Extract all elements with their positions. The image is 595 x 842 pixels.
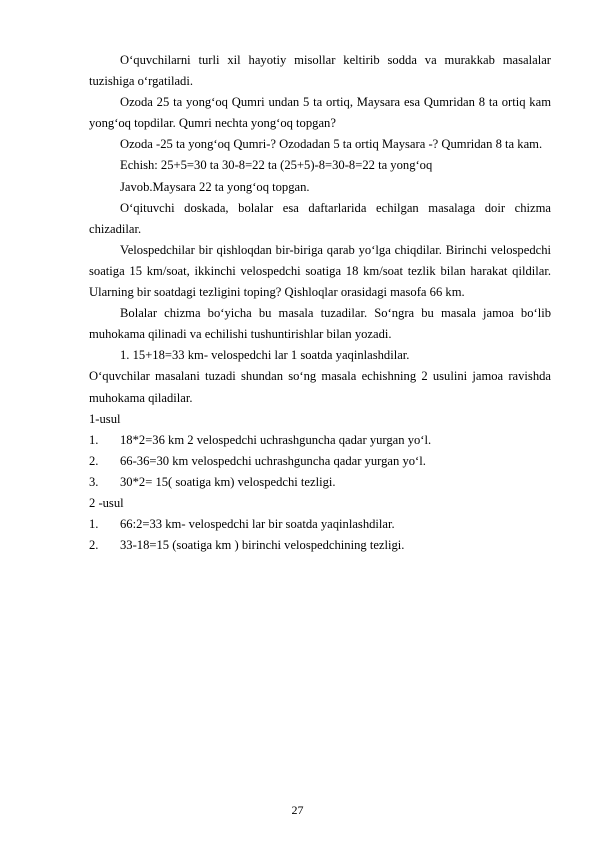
method2-item bbox=[89, 514, 551, 535]
method1-heading: 1-usul bbox=[89, 411, 121, 426]
list-number: 2. bbox=[89, 453, 99, 468]
method1-item bbox=[89, 472, 551, 493]
problem-nuts-solution: Echish: 25+5=30 ta 30-8=22 ta (25+5)-8=30-8=22 ta yong‘oq bbox=[120, 158, 433, 173]
problem-nuts-answer: Javob.Maysara 22 ta yong‘oq topgan. bbox=[120, 179, 310, 194]
problem-nuts-condition: Ozoda -25 ta yong‘oq Qumri-? Ozodadan 5 ta ortiq Maysara -? Qumridan 8 ta kam. bbox=[120, 137, 543, 152]
problem-cyclists-step: 1. 15+18=33 km- velospedchi lar 1 soatda yaqinlashdilar. bbox=[120, 348, 410, 363]
problem-cyclists: Velospedchilar bir qishloqdan bir-biriga qarab yo‘lga chiqdilar. Birinchi velospedchi soatiga 15 km/soat, ikkinchi velospedchi soatiga 18 km/soat tezlik bilan harakat qildilar. Ularning bir soatdagi tezligini toping? Qishloqlar orasidagi masofa 66 km. bbox=[89, 242, 551, 300]
list-number: 1. bbox=[89, 432, 99, 447]
page-number: 27 bbox=[291, 803, 304, 817]
list-text: 18*2=36 km 2 velospedchi uchrashguncha qadar yurgan yo‘l. bbox=[120, 432, 432, 447]
list-text: 30*2= 15( soatiga km) velospedchi tezligi. bbox=[120, 474, 336, 489]
list-number: 3. bbox=[89, 474, 99, 489]
method1-item bbox=[89, 430, 551, 451]
method2-heading: 2 -usul bbox=[89, 495, 124, 510]
list-text: 33-18=15 (soatiga km ) birinchi velospedchining tezligi. bbox=[120, 538, 405, 553]
paragraph-intro: O‘quvchilarni turli xil hayotiy misollar keltirib sodda va murakkab masalalar tuzishiga o‘rgatiladi. bbox=[89, 53, 551, 89]
list-text: 66:2=33 km- velospedchi lar bir soatda yaqinlashdilar. bbox=[120, 517, 395, 532]
method1-item bbox=[89, 451, 551, 472]
paragraph-teacher-drawing: O‘qituvchi doskada, bolalar esa daftarlarida echilgan masalaga doir chizma chizadilar. bbox=[89, 200, 551, 236]
method2-item bbox=[89, 535, 551, 556]
list-text: 66-36=30 km velospedchi uchrashguncha qadar yurgan yo‘l. bbox=[120, 453, 426, 468]
page-content bbox=[89, 50, 551, 556]
list-number: 1. bbox=[89, 517, 99, 532]
paragraph-discussion: Bolalar chizma bo‘yicha bu masala tuzadilar. So‘ngra bu masala jamoa bo‘lib muhokama qilinadi va echilishi tushuntirishlar bilan yozadi. bbox=[89, 306, 551, 342]
list-number: 2. bbox=[89, 538, 99, 553]
problem-nuts: Ozoda 25 ta yong‘oq Qumri undan 5 ta ortiq, Maysara esa Qumridan 8 ta ortiq kam yong‘oq topdilar. Qumri nechta yong‘oq topgan? bbox=[89, 95, 551, 131]
paragraph-two-methods: O‘quvchilar masalani tuzadi shundan so‘ng masala echishning 2 usulini jamoa ravishda muhokama qiladilar. bbox=[89, 369, 551, 405]
